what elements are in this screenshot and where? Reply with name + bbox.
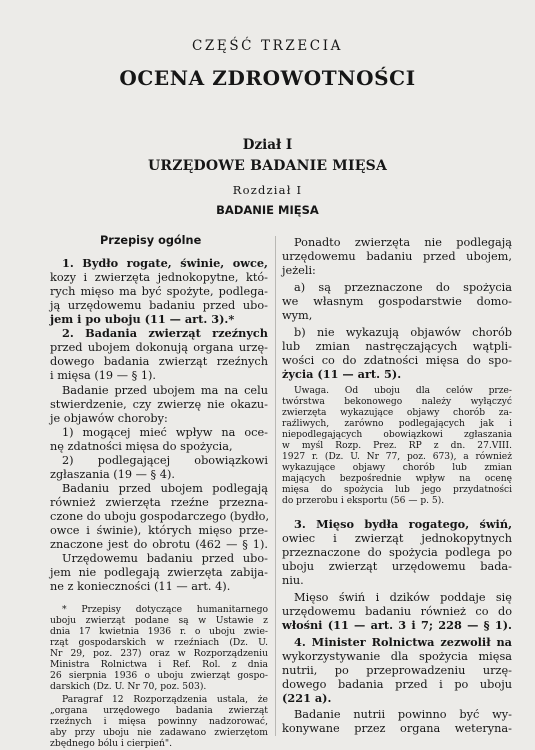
text-line: 2) podlegającej obowiązkowi xyxy=(62,454,268,467)
chapter-title: BADANIE MIĘSA xyxy=(216,203,319,217)
text-line: je objawów choroby: xyxy=(50,412,168,425)
footnote-line: rząt gospodarskich w rzeźniach (Dz. U. xyxy=(50,637,268,648)
column-divider xyxy=(275,236,276,736)
footnote-line: „organa urzędowego badania zwierząt xyxy=(50,705,268,716)
part-label: CZĘŚĆ TRZECIA xyxy=(191,38,344,54)
footnote-line: rzeźnych i mięsa powinny nadzorować, xyxy=(50,716,268,727)
chapter-label: Rozdział I xyxy=(232,183,303,197)
text-line: rych mięso ma być spożyte, podlega- xyxy=(50,285,268,298)
footnote-line: Ministra Rolnictwa i Ref. Rol. z dnia xyxy=(50,659,268,670)
text-line: jem i po uboju (11 — art. 3).* xyxy=(50,312,235,326)
text-line: dowego badania zwierząt rzeźnych xyxy=(50,355,268,368)
note-line: raźliwych, zarówno podlegających jak i xyxy=(282,419,512,429)
text-line: Urzędowemu badaniu przed ubo- xyxy=(62,552,268,565)
text-line: dowego badania przed i po uboju xyxy=(282,678,512,691)
text-line: (221 a). xyxy=(282,691,332,705)
section-title: URZĘDOWE BADANIE MIĘSA xyxy=(147,158,388,174)
text-line: jeżeli: xyxy=(282,264,316,277)
text-line: 2. Badania zwierząt rzeźnych xyxy=(62,326,268,340)
text-line: jem nie podlegają zwierzęta zabija- xyxy=(50,566,268,579)
text-line: czone do uboju gospodarczego (bydło, xyxy=(50,510,270,523)
text-line: uboju zwierząt urzędowemu bada- xyxy=(282,560,512,573)
text-line: Badanie nutrii powinno być wy- xyxy=(294,708,512,721)
part-title: OCENA ZDROWOTNOŚCI xyxy=(119,66,416,90)
text-line: konywane przez organa weteryna- xyxy=(282,722,512,735)
text-line: wykorzystywanie dla spożycia mięsa xyxy=(282,650,512,663)
footnote-line: aby przy uboju nie zadawano zwierzętom xyxy=(50,727,268,738)
text-line: Ponadto zwierzęta nie podlegają xyxy=(294,236,512,249)
text-line: nę zdatności mięsa do spożycia, xyxy=(50,440,233,453)
note-line: mających bezpośrednie wpływ na ocenę xyxy=(282,474,512,484)
text-line: Badaniu przed ubojem podlegają xyxy=(62,482,268,495)
text-line: ne z konieczności (11 — art. 4). xyxy=(50,580,231,593)
text-line: wości co do zdatności mięsa do spo- xyxy=(282,354,512,367)
text-line: również zwierzęta rzeźne przezna- xyxy=(50,496,268,509)
text-line: stwierdzenie, czy zwierzę nie okazu- xyxy=(50,398,268,411)
text-line: i mięsa (19 — § 1). xyxy=(50,369,157,382)
footnote-line: Paragraf 12 Rozporządzenia ustala, że xyxy=(62,694,268,705)
text-line: przeznaczone do spożycia podlega po xyxy=(282,546,512,559)
text-line: 3. Mięso bydła rogatego, świń, xyxy=(294,517,512,531)
text-line: niu. xyxy=(282,574,304,587)
text-line: we własnym gospodarstwie domo- xyxy=(282,295,512,308)
text-line: przed ubojem dokonują organa urzę- xyxy=(50,341,268,354)
text-line: nutrii, po przeprowadzeniu urzę- xyxy=(282,664,512,677)
text-line: urzędowemu badaniu przed ubojem, xyxy=(282,250,512,263)
note-line: twórstwa bekonowego należy wyłączyć xyxy=(282,397,512,407)
footnote-line: uboju zwierząt podane są w Ustawie z xyxy=(50,615,268,626)
note-line: zwierzęta wykazujące objawy chorób za- xyxy=(282,408,512,418)
footnote-line: * Przepisy dotyczące humanitarnego xyxy=(62,604,268,615)
text-line: znaczone jest do obrotu (462 — § 1). xyxy=(50,538,268,551)
text-line: ją urzędowemu badaniu przed ubo- xyxy=(50,299,268,312)
note-line: do przerobu i eksportu (56 — p. 5). xyxy=(282,496,445,506)
section-label: Dział I xyxy=(242,137,293,153)
note-line: w myśl Rozp. Prez. RP z dn. 27.VIII. xyxy=(282,441,512,451)
footnote-line: 26 sierpnia 1936 o uboju zwierząt gospo- xyxy=(50,670,268,681)
text-line: Badanie przed ubojem ma na celu xyxy=(62,384,268,397)
text-line: owiec i zwierząt jednokopytnych xyxy=(282,532,512,545)
text-line: włośni (11 — art. 3 i 7; 228 — § 1). xyxy=(282,618,512,632)
text-line: urzędowemu badaniu również co do xyxy=(282,605,512,618)
footnote-line: zbędnego bólu i cierpień". xyxy=(50,738,173,749)
text-line: życia (11 — art. 5). xyxy=(282,367,402,381)
text-line: b) nie wykazują objawów chorób xyxy=(294,326,512,339)
footnote-line: dnia 17 kwietnia 1936 r. o uboju zwie- xyxy=(50,626,268,637)
footnote-line: Nr 29, poz. 237) oraz w Rozporządzeniu xyxy=(50,648,268,659)
note-line: Uwaga. Od uboju dla celów prze- xyxy=(294,386,512,396)
text-line: 1) mogącej mieć wpływ na oce- xyxy=(62,426,268,439)
text-line: wym, xyxy=(282,309,313,322)
text-line: owce i świnie), których mięso prze- xyxy=(50,524,268,537)
text-line: kozy i zwierzęta jednokopytne, któ- xyxy=(50,271,268,284)
text-line: lub zmian nastręczających wątpli- xyxy=(282,340,512,353)
note-line: mięsa do spożycia lub jego przydatności xyxy=(282,485,512,495)
text-line: Mięso świń i dzików poddaje się xyxy=(294,591,512,604)
note-line: niepodlegających obowiązkowi zgłaszania xyxy=(282,430,512,440)
text-line: 4. Minister Rolnictwa zezwolił na xyxy=(294,635,512,649)
note-line: wykazujące objawy chorób lub zmian xyxy=(282,463,512,473)
text-line: zgłaszania (19 — § 4). xyxy=(50,468,175,481)
text-line: a) są przeznaczone do spożycia xyxy=(294,281,512,294)
footnote-line: darskich (Dz. U. Nr 70, poz. 503). xyxy=(50,681,207,692)
note-line: 1927 r. (Dz. U. Nr 77, poz. 673), a również xyxy=(282,452,512,462)
text-line: 1. Bydło rogate, świnie, owce, xyxy=(62,256,268,270)
subheading-general-provisions: Przepisy ogólne xyxy=(100,234,202,247)
